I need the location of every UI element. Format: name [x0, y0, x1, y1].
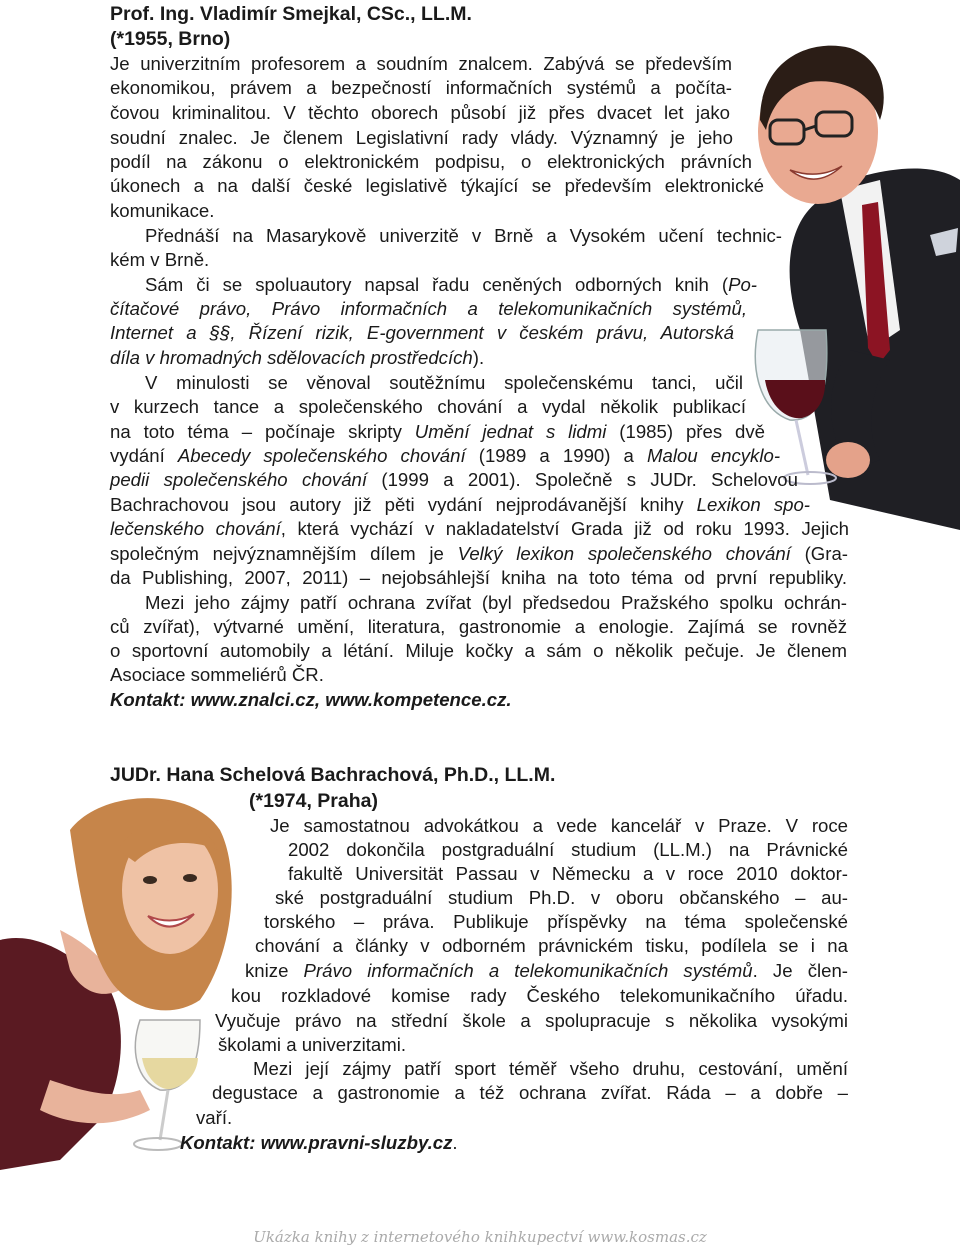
text-line: torského – práva. Publikuje příspěvky na téma společenské: [264, 911, 848, 932]
text-line: ců zvířat), výtvarné umění, literatura, gastronomie a enologie. Zajímá se rovněž: [110, 616, 847, 637]
text-run: (1985) přes dvě: [606, 421, 765, 442]
author-name-1: Prof. Ing. Vladimír Smejkal, CSc., LL.M.: [110, 3, 472, 25]
text-line: soudní znalec. Je členem Legislativní rady vlády. Významný je jeho: [110, 127, 733, 148]
text-run: ).: [472, 347, 485, 368]
book-title: díla v hromadných sdělovacích prostředcích: [110, 347, 473, 368]
text-line: vaří.: [196, 1107, 233, 1128]
contact-end: .: [452, 1132, 458, 1153]
author-name-2: JUDr. Hana Schelová Bachrachová, Ph.D., LL.M.: [110, 764, 556, 786]
text-line: Mezi její zájmy patří sport téměř všeho druhu, cestování, umění: [253, 1058, 848, 1079]
text-line: da Publishing, 2007, 2011) – nejobsáhlejší kniha na toto téma od první republiky.: [110, 567, 847, 588]
author-birth-2: (*1974, Praha): [249, 790, 378, 812]
text-line: podíl na zákonu o elektronickém podpisu, o elektronických právních: [110, 151, 752, 172]
text-line: školami a univerzitami.: [218, 1034, 407, 1055]
text-run: Bachrachovou jsou autory již pěti vydání nejprodávanější knihy: [110, 494, 697, 515]
text-line: čovou kriminalitou. V těchto oborech působí již přes dvacet let jako: [110, 102, 730, 123]
contact-line-2: [180, 1131, 458, 1155]
book-title: lečenského chování: [110, 518, 281, 539]
text-line: degustace a gastronomie a též ochrana zvířat. Ráda – a dobře –: [212, 1082, 848, 1103]
text-run: , která vychází v nakladatelství Grada již od roku 1993. Jejich: [280, 518, 849, 539]
text-line: [110, 444, 780, 468]
text-line: komunikace.: [110, 200, 215, 221]
text-run: (1989 a 1990) a: [465, 445, 648, 466]
text-line: [110, 517, 849, 541]
text-line: [110, 297, 747, 321]
text-line: [110, 321, 734, 345]
book-title: Malou encyklo-: [647, 445, 781, 466]
text-line: [110, 542, 848, 566]
book-title: Internet a §§, Řízení rizik, E-government v českém právu, Autorská: [110, 322, 734, 343]
text-line: Je univerzitním profesorem a soudním znalcem. Zabývá se především: [110, 53, 732, 74]
text-line: fakultě Universität Passau v Německu a v roce 2010 doktor-: [288, 863, 848, 884]
text-run: Sám či se spoluautory napsal řadu ceněných odborných knih (: [145, 274, 729, 295]
text-line: 2002 dokončila postgraduální studium (LL.M.) na Právnické: [288, 839, 848, 860]
text-line: Přednáší na Masarykově univerzitě v Brně a Vysokém učení technic-: [145, 225, 782, 246]
text-line: ské postgraduální studium Ph.D. v oboru občanského – au-: [275, 887, 848, 908]
text-line: chování a články v odborném právnickém tisku, podílela se i na: [255, 935, 848, 956]
text-line: [110, 493, 810, 517]
book-title: čítačové právo, Právo informačních a telekomunikačních systémů,: [110, 298, 747, 319]
text-run: na toto téma – počínaje skripty: [110, 421, 415, 442]
book-title: Velký lexikon společenského chování: [457, 543, 791, 564]
book-title: Umění jednat s lidmi: [414, 421, 607, 442]
footer-watermark: Ukázka knihy z internetového knihkupectví www.kosmas.cz: [253, 1228, 707, 1246]
text-line: [145, 273, 757, 297]
contact-text: Kontakt: www.pravni-sluzby.cz: [180, 1132, 453, 1153]
text-run: (1999 a 2001). Společně s JUDr. Schelovou: [367, 469, 798, 490]
text-line: [245, 959, 848, 983]
text-run: . Je člen-: [752, 960, 849, 981]
text-line: kém v Brně.: [110, 249, 210, 270]
text-run: (Gra-: [790, 543, 848, 564]
author-birth-1: (*1955, Brno): [110, 28, 231, 50]
book-title: Lexikon spo-: [696, 494, 810, 515]
text-run: vydání: [110, 445, 178, 466]
text-line: kou rozkladové komise rady Českého telekomunikačního úřadu.: [231, 985, 848, 1006]
text-line: ekonomikou, právem a bezpečností informačních systémů a počíta-: [110, 77, 732, 98]
text-line: úkonech a na další české legislativě týkající se především elektronické: [110, 175, 764, 196]
book-title: Právo informačních a telekomunikačních systémů: [303, 960, 753, 981]
contact-line-1: Kontakt: www.znalci.cz, www.kompetence.cz.: [110, 689, 512, 710]
book-title: pedii společenského chování: [110, 469, 368, 490]
text-line: Vyučuje právo na střední škole a spolupracuje s několika vysokými: [215, 1010, 848, 1031]
text-line: V minulosti se věnoval soutěžnímu společenskému tanci, učil: [145, 372, 743, 393]
book-title: Abecedy společenského chování: [177, 445, 466, 466]
text-line: [110, 346, 484, 370]
book-title: Po-: [728, 274, 757, 295]
text-line: [110, 420, 765, 444]
text-run: společným nejvýznamnějším dílem je: [110, 543, 458, 564]
text-run: knize: [245, 960, 304, 981]
text-line: [110, 468, 798, 492]
text-line: Asociace sommeliérů ČR.: [110, 664, 324, 685]
text-line: v kurzech tance a společenského chování a vydal několik publikací: [110, 396, 746, 417]
text-line: o sportovní automobily a létání. Miluje kočky a sám o několik pečuje. Je členem: [110, 640, 847, 661]
text-line: Mezi jeho zájmy patří ochrana zvířat (byl předsedou Pražského spolku ochrán-: [145, 592, 847, 613]
text-line: Je samostatnou advokátkou a vede kancelář v Praze. V roce: [270, 815, 848, 836]
